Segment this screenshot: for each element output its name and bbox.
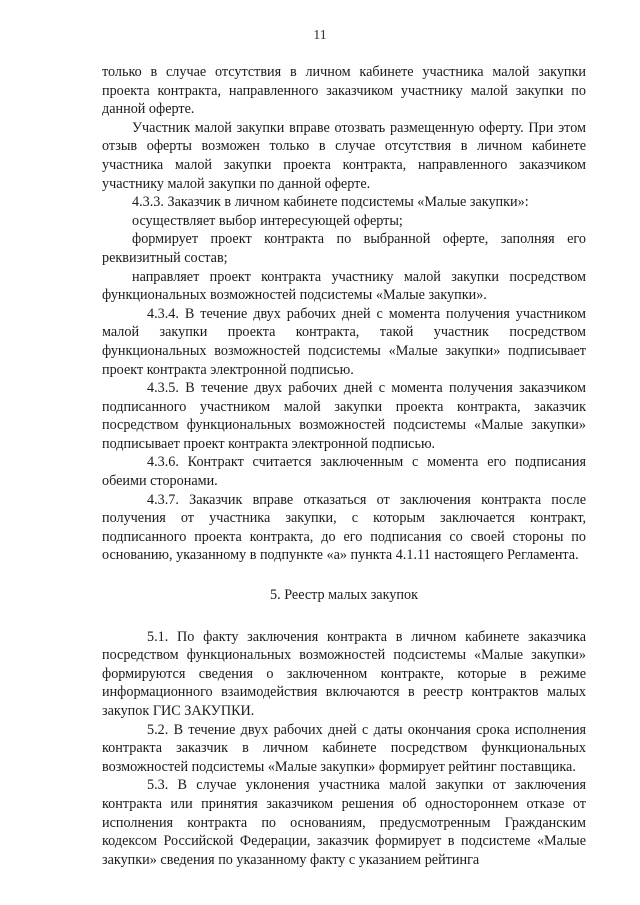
paragraph-offer-withdrawal: Участник малой закупки вправе отозвать размещенную оферту. При этом отзыв оферты возможен только в случае отсутствия в личном кабинете участника малой закупки проекта контракта, направленного заказчиком участнику малой закупки по данной оферте. xyxy=(102,119,586,192)
paragraph-4-3-6: 4.3.6. Контракт считается заключенным с момента его подписания обеими сторонами. xyxy=(102,454,586,490)
paragraph-4-3-7: 4.3.7. Заказчик вправе отказаться от заключения контракта после получения от участника закупки, с которым заключается контракт, подписанного проекта контракта, до его подписания со своей стороны по основанию, указанному в подпункте «а» пункта 4.1.11 настоящего Регламента. xyxy=(102,491,586,564)
paragraph-5-3: 5.3. В случае уклонения участника малой закупки от заключения контракта или принятия заказчиком решения об одностороннем отказе от исполнения контракта по основаниям, предусмотренным Гражданским кодексом Российской Федерации, заказчик формирует в подсистеме «Малые закупки» сведения по указанному факту с указанием рейтинга xyxy=(102,777,586,868)
paragraph-4-3-5: 4.3.5. В течение двух рабочих дней с момента получения заказчиком подписанного участником малой закупки проекта контракта, заказчик посредством функциональных возможностей подсистемы «Малые закупки» подписывает проект контракта электронной подписью. xyxy=(102,380,586,452)
paragraph-4-3-4: 4.3.4. В течение двух рабочих дней с момента получения участником малой закупки проекта контракта, такой участник посредством функциональных возможностей подсистемы «Малые закупки» подписывает проект контракта электронной подписью. xyxy=(102,305,586,378)
paragraph-5-1: 5.1. По факту заключения контракта в личном кабинете заказчика посредством функциональных возможностей подсистемы «Малые закупки» формируются сведения о заключенном контракте, которые в режиме информационного взаимодействия включаются в реестр контрактов малых закупок ГИС ЗАКУПКИ. xyxy=(102,628,586,719)
paragraph-4-3-3: 4.3.3. Заказчик в личном кабинете подсистемы «Малые закупки»: xyxy=(132,194,529,211)
section-title: 5. Реестр малых закупок xyxy=(270,587,418,604)
paragraph-continuation: только в случае отсутствия в личном кабинете участника малой закупки проекта контракта, направленного заказчиком участнику малой закупки по данной оферте. xyxy=(102,64,586,118)
paragraph-select-offer: осуществляет выбор интересующей оферты; xyxy=(132,212,403,229)
paragraph-send-draft: направляет проект контракта участнику малой закупки посредством функциональных возможностей подсистемы «Малые закупки». xyxy=(102,268,586,304)
page-number: 11 xyxy=(313,28,327,43)
document-body xyxy=(102,63,586,869)
paragraph-5-2: 5.2. В течение двух рабочих дней с даты окончания срока исполнения контракта заказчик в личном кабинете посредством функциональных возможностей подсистемы «Малые закупки» формирует рейтинг поставщика. xyxy=(102,721,586,775)
paragraph-form-draft: формирует проект контракта по выбранной оферте, заполняя его реквизитный состав; xyxy=(102,231,586,266)
